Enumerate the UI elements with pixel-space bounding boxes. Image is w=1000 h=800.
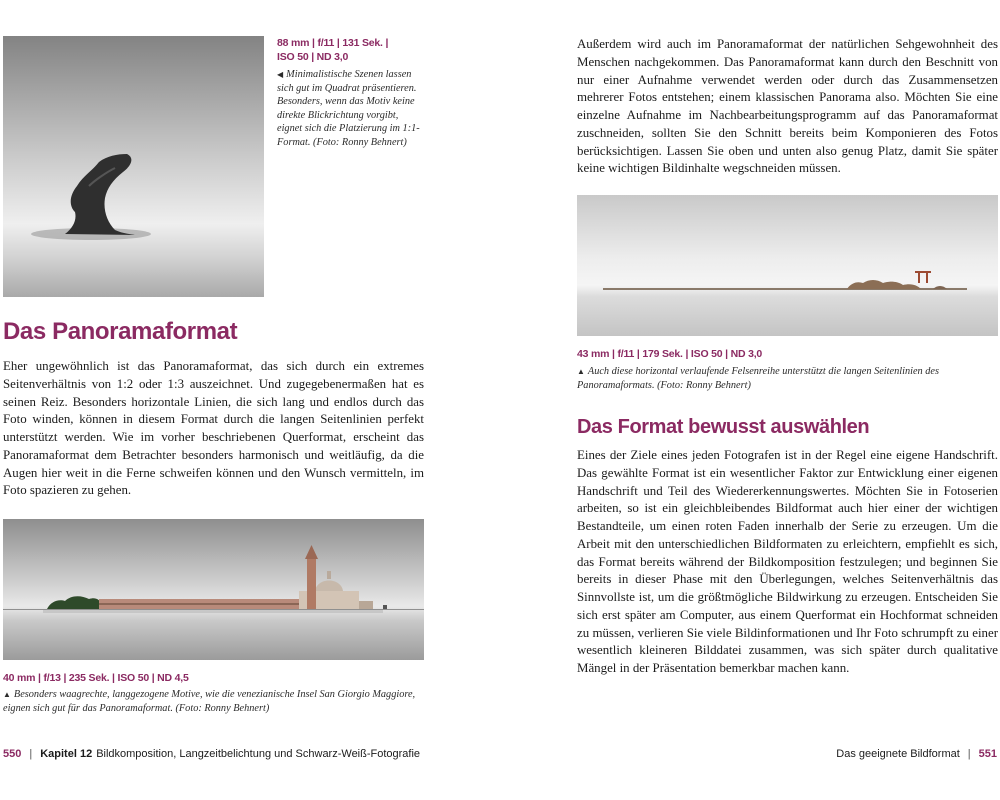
photo-rocks-spec: 43 mm | f/11 | 179 Sek. | ISO 50 | ND 3,0 — [577, 348, 763, 360]
photo-rocks-panorama — [577, 195, 998, 336]
photo-rock-caption-text: Minimalistische Szenen lassen sich gut im Quadrat präsentieren. Besonders, wenn das Motiv keine direkte Blickrichtung vorgibt, eignet sich die Platzierung im 1:1-Format. (Foto: Ronny Behnert) — [277, 69, 420, 148]
caption-up-arrow-icon: ▲ — [577, 367, 585, 376]
section-title: Das geeignete Bildformat — [836, 748, 960, 760]
caption-up-arrow-icon: ▲ — [3, 690, 11, 699]
photo-rock — [3, 36, 264, 297]
photo-venice — [3, 519, 424, 660]
page-number-left: 550 — [3, 748, 22, 760]
chapter-title: Bildkomposition, Langzeitbelichtung und Schwarz-Weiß-Fotografie — [96, 748, 421, 760]
footer-separator: | — [967, 748, 971, 760]
footer-right — [836, 748, 997, 760]
page-number-right: 551 — [978, 748, 997, 760]
paragraph-panoramaformat: Eher ungewöhnlich ist das Panoramaformat, das sich durch ein extremes Seitenverhältnis von 1:2 oder 1:3 auszeichnet. Und zugegebenermaßen hat es seinen Reiz. Besonders horizontale Linien, die sich lang und endlos durch das Foto winden, können in diesem Format durch die langen Seitenlinien perfekt unterstützt werden. Wie im vorher beschriebenen Querformat, erscheint das Panoramaformat dem Betrachter besonders harmonisch und weitläufig, da die Augen hier weit in die Ferne schweifen können und den Wunsch vermitteln, im Foto spazieren zu gehen. — [3, 359, 424, 498]
paragraph-format-bewusst: Eines der Ziele eines jeden Fotografen ist in der Regel eine eigene Handschrift. Das gewählte Format ist ein wesentlicher Faktor zur Entwicklung einer eigenen Handschrift und Teil des Wiedererkennungswertes. Möchten Sie in Fotoserien arbeiten, so ist ein gleichbleibendes Bildformat auch hier einer der wichtigen Bestandteile, um einen roten Faden innerhalb der Serie zu erzeugen. Um die Arbeit mit den unterschiedlichen Bildformaten zu erleichtern, empfiehlt es sich, das Format bereits während der Bildkomposition festzulegen; und beginnen Sie bereits in dieser Phase mit den Überlegungen, welches Seitenverhältnis das Sinnvollste ist, um die größtmögliche Bildwirkung zu erzeugen. Entscheiden Sie sich erst später am Computer, aus einem Querformat ein Hochformat schneiden zu müssen, verlieren Sie viele Bildinformationen und Ihr Foto schrumpft zu einer wesentlich kleineren Bilddatei zusammen, was sich später durch qualitative Mängel in der Präsentation bemerkbar machen kann. — [577, 448, 998, 675]
paragraph-panorama-continued: Außerdem wird auch im Panoramaformat der natürlichen Sehgewohnheit des Menschen nachgekommen. Das Panoramaformat kann durch den Beschnitt von nur einer Aufnahme verwendet werden oder durch das Zusammensetzen mehrerer Fotos entstehen; einem klassischen Panorama also. Möchten Sie eine einzelne Aufnahme im Nachbearbeitungsprogramm auf das Panoramaformat zuschneiden, sollten Sie den Schnitt bereits beim Komponieren des Fotos berücksichtigen. Lassen Sie oben und unten also genug Platz, damit Sie später keine wichtigen Bildinhalte wegschneiden müssen. — [577, 37, 998, 176]
footer-left — [3, 748, 420, 760]
photo-venice-caption — [3, 688, 424, 715]
photo-rock-spec — [277, 36, 427, 64]
heading-format-bewusst: Das Format bewusst auswählen — [577, 416, 870, 438]
heading-panoramaformat: Das Panoramaformat — [3, 318, 238, 345]
photo-rocks-caption — [577, 365, 998, 392]
footer-separator: | — [29, 748, 33, 760]
chapter-label: Kapitel 12 — [40, 748, 93, 760]
photo-rocks-caption-text: Auch diese horizontal verlaufende Felsenreihe unterstützt die langen Seitenlinien des Panoramaformats. (Foto: Ronny Behnert) — [577, 366, 939, 391]
photo-venice-spec: 40 mm | f/13 | 235 Sek. | ISO 50 | ND 4,5 — [3, 672, 189, 684]
photo-venice-caption-text: Besonders waagrechte, langgezogene Motive, wie die venezianische Insel San Giorgio Maggiore, eignen sich gut für das Panoramaformat. (Foto: Ronny Behnert) — [3, 689, 416, 714]
photo-rock-caption — [277, 68, 425, 149]
photo-rock-spec-line1: 88 mm | f/11 | 131 Sek. | — [277, 37, 389, 49]
caption-left-arrow-icon: ◀ — [277, 70, 284, 79]
photo-rock-spec-line2: ISO 50 | ND 3,0 — [277, 51, 349, 63]
